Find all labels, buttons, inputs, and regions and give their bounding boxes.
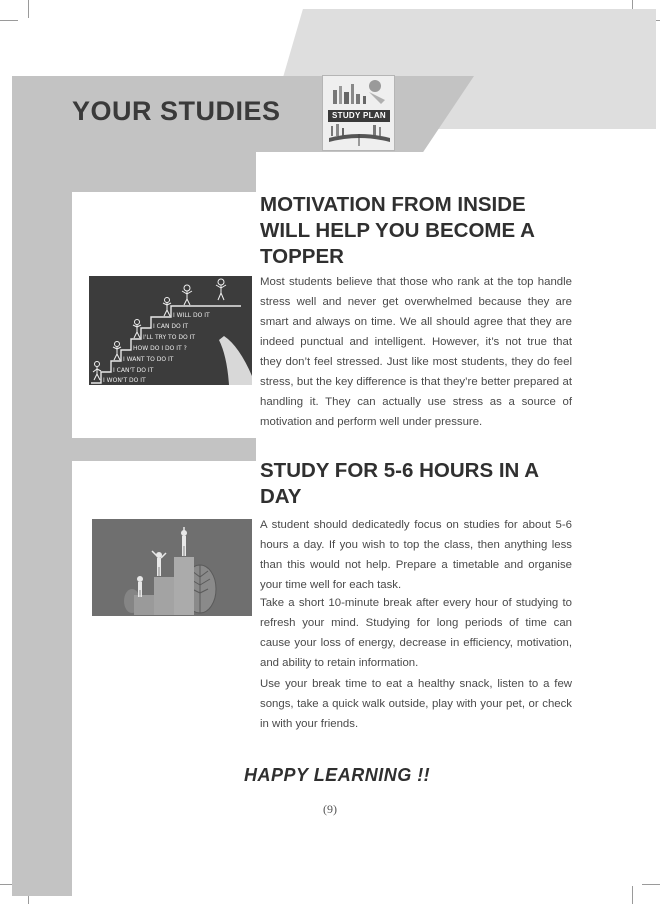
staircase-label: HOW DO I DO IT ? [133,345,187,352]
closing-message: HAPPY LEARNING !! [244,765,431,785]
staircase-label: I CAN'T DO IT [113,367,154,374]
climbing-steps-image [92,519,252,616]
crop-mark [632,886,633,904]
staircase-label: I'LL TRY TO DO IT [143,334,196,341]
staircase-label: I WILL DO IT [173,312,210,319]
logo-label: STUDY PLAN [328,110,390,122]
left-accent-bar [12,76,72,896]
chalkboard-staircase-image [89,276,252,385]
paragraph: A student should dedicatedly focus on studies for about 5-6 hours a day. If you wish to top the class, then anything less than this would not help. Prepare a timetable and organise your time well for each task. [260,519,572,591]
study-plan-logo [322,75,395,151]
climbing-steps-illustration [92,519,252,616]
paragraph: Take a short 10-minute break after every hour of studying to refresh your mind. Studying for long periods of time can cause your loss of energy, decrease in efficiency, motivation, and ability to retain information. [260,597,572,669]
section-heading-motivation: MOTIVATION FROM INSIDE WILL HELP YOU BECOME A TOPPER [260,193,535,268]
section-heading-study-hours: STUDY FOR 5-6 HOURS IN A DAY [260,459,539,508]
paragraph: Use your break time to eat a healthy snack, listen to a few songs, take a quick walk outside, play with your pet, or check in with your friends. [260,678,572,730]
page-title: YOUR STUDIES [72,96,281,126]
staircase-label: I WANT TO DO IT [123,356,174,363]
staircase-label: I WON'T DO IT [103,377,146,384]
page-number: (9) [323,802,337,816]
crop-mark [0,20,18,21]
section-accent-bar [12,438,256,461]
chalkboard-staircase-illustration [89,276,252,385]
staircase-label: I CAN DO IT [153,323,189,330]
paragraph: Most students believe that those who rank at the top handle stress well and never get overwhelmed because they are smart and always on time. We all should agree that they are indeed punctual and intelligent. However, it’s not true that they don’t feel stressed. Just like most students, they do feel stress, but the key difference is that they’re better prepared at handling it. They can actually use stress as a source of motivation and perform well under pressure. [260,276,572,428]
section-accent-bar [12,152,256,192]
crop-mark [642,884,660,885]
crop-mark [28,0,29,18]
